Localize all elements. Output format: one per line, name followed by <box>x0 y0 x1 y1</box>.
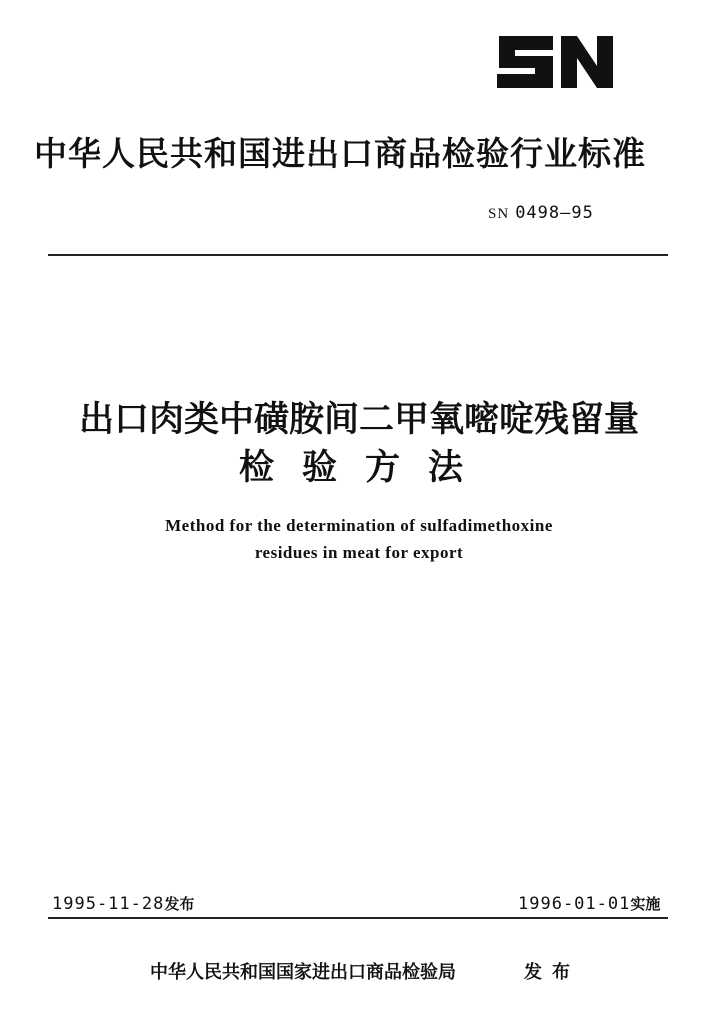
english-title-line-1: Method for the determination of sulfadimethoxine <box>165 516 553 535</box>
publish-label: 发布 <box>524 962 580 983</box>
standard-code: 0498—95 <box>515 203 594 223</box>
industry-standard-title: 中华人民共和国进出口商品检验行业标准 <box>34 134 646 173</box>
sn-logo-graphic <box>495 30 617 94</box>
standard-number <box>488 203 594 223</box>
issue-date-value: 1995-11-28 <box>52 894 165 914</box>
issue-date <box>52 893 194 914</box>
sn-logo <box>495 30 617 94</box>
chinese-title-line-2: 检验方法 <box>238 448 491 488</box>
bottom-divider <box>48 917 668 919</box>
effective-date-value: 1996-01-01 <box>518 894 631 914</box>
top-divider <box>48 254 668 256</box>
english-title-line-2: residues in meat for export <box>254 543 464 562</box>
effective-date-label: 实施 <box>630 895 661 913</box>
effective-date <box>518 893 660 914</box>
standard-prefix: SN <box>488 206 510 222</box>
chinese-title-line-1: 出口肉类中磺胺间二甲氧嘧啶残留量 <box>78 400 639 440</box>
publisher-name: 中华人民共和国国家进出口商品检验局 <box>150 962 456 983</box>
issue-date-label: 发布 <box>164 895 195 913</box>
